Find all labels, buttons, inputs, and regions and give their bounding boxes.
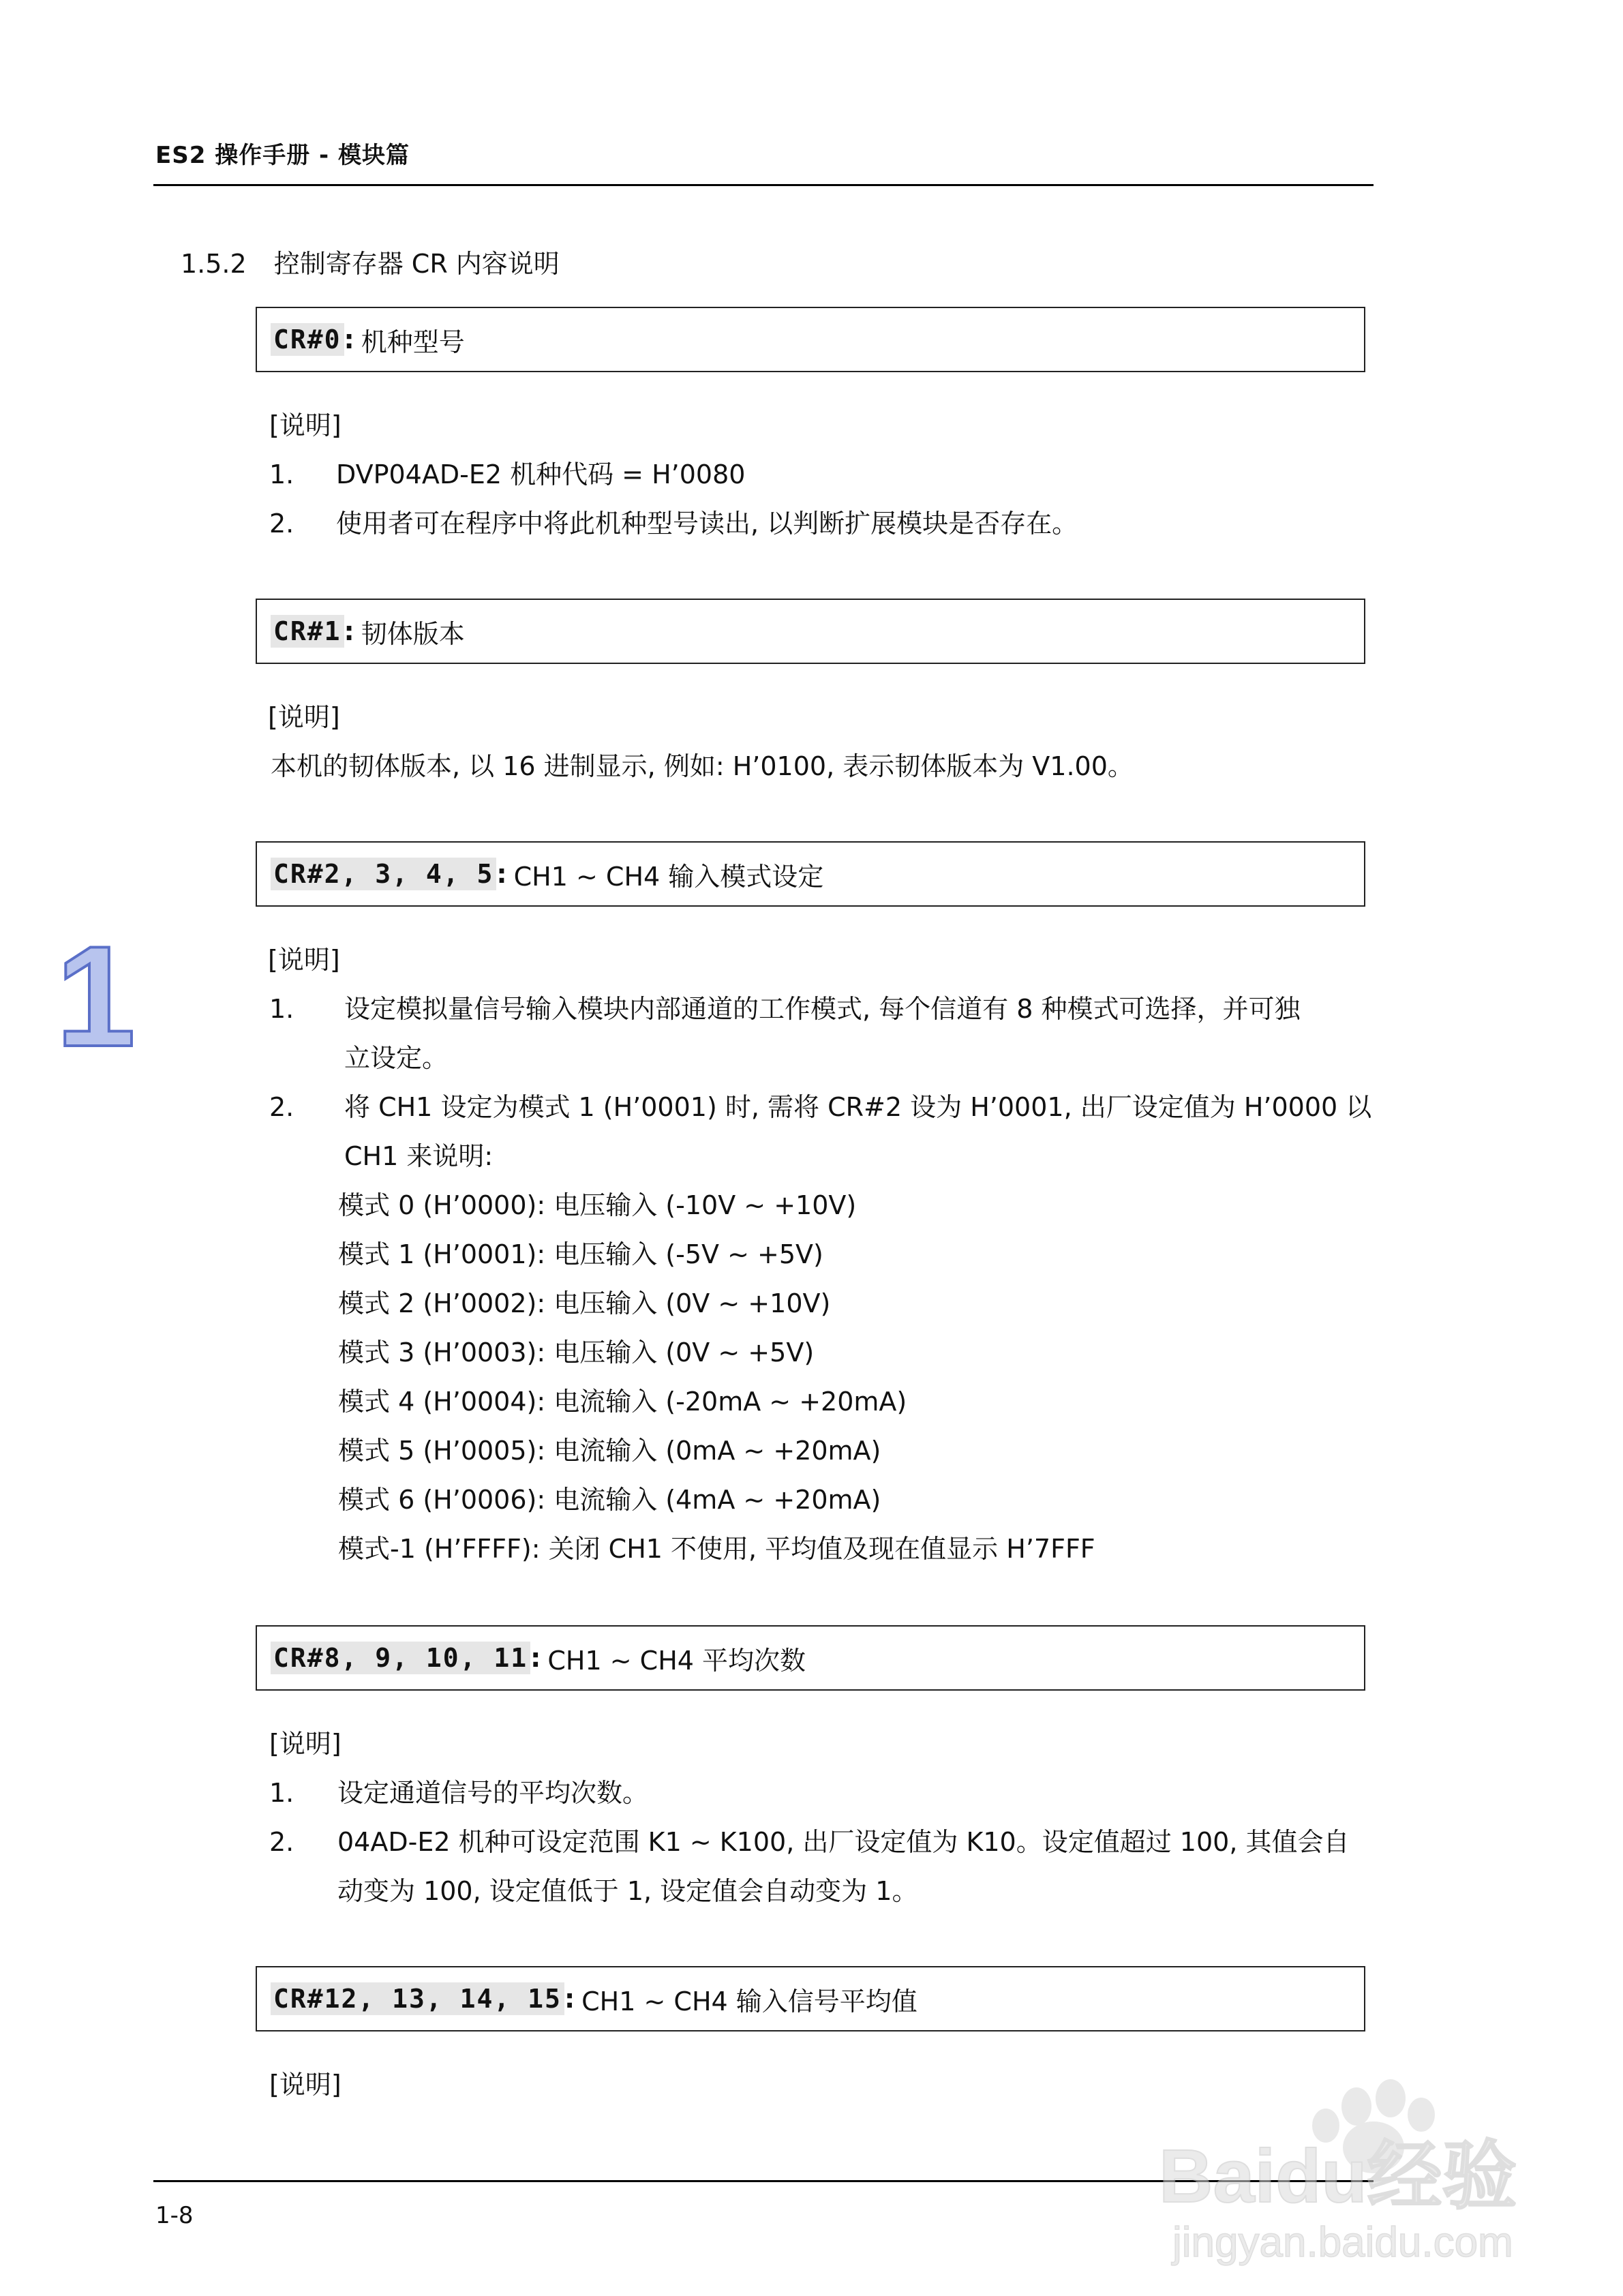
cr0-item1-text: DVP04AD-E2 机种代码 = H’0080 xyxy=(336,459,746,489)
cr2-item1-number: 1. xyxy=(269,994,294,1024)
cr2-colon: : xyxy=(496,859,507,889)
cr2-item1-line1: 设定模拟量信号输入模块内部通道的工作模式, 每个信道有 8 种模式可选择，并可独 xyxy=(344,994,1301,1024)
cr1-text: 本机的韧体版本, 以 16 进制显示, 例如: H’0100, 表示韧体版本为 V1.00。 xyxy=(271,751,1134,781)
cr0-item2-text: 使用者可在程序中将此机种型号读出, 以判断扩展模块是否存在。 xyxy=(336,509,1078,539)
cr2-item2-number: 2. xyxy=(269,1092,294,1122)
page-number: 1-8 xyxy=(155,2202,194,2229)
cr2-note: [说明] xyxy=(268,945,340,975)
cr2-mode-1: 模式 1 (H’0001): 电压输入 (-5V ~ +5V) xyxy=(338,1239,823,1269)
watermark-brand: Baidu经验 xyxy=(1159,2134,1517,2218)
section-title-text: 控制寄存器 CR 内容说明 xyxy=(273,249,560,279)
cr2-item2-line2: CH1 来说明: xyxy=(344,1141,494,1171)
cr0-title: 机种型号 xyxy=(361,327,465,357)
cr12-colon: : xyxy=(564,1984,575,2014)
cr2-mode-5: 模式 5 (H’0005): 电流输入 (0mA ~ +20mA) xyxy=(338,1436,881,1466)
cr8-title: CH1 ~ CH4 平均次数 xyxy=(547,1645,806,1676)
header-title: ES2 操作手册 - 模块篇 xyxy=(155,142,410,169)
header-divider xyxy=(153,184,1374,186)
cr2-item2-line1: 将 CH1 设定为模式 1 (H’0001) 时, 需将 CR#2 设为 H’0001, 出厂设定值为 H’0000 以 xyxy=(344,1092,1372,1122)
section-number: 1.5.2 xyxy=(181,249,247,279)
cr8-item1-text: 设定通道信号的平均次数。 xyxy=(337,1778,649,1808)
cr8-item1-number: 1. xyxy=(269,1778,294,1808)
cr8-item2-line2: 动变为 100, 设定值低于 1, 设定值会自动变为 1。 xyxy=(337,1876,918,1906)
cr1-header-box xyxy=(256,599,1365,664)
cr1-title: 韧体版本 xyxy=(361,618,465,649)
cr2-mode-4: 模式 4 (H’0004): 电流输入 (-20mA ~ +20mA) xyxy=(338,1387,907,1417)
cr0-header-box xyxy=(256,307,1365,372)
cr12-header-box xyxy=(256,1966,1365,2031)
cr0-item2-number: 2. xyxy=(269,509,294,539)
cr12-title: CH1 ~ CH4 输入信号平均值 xyxy=(581,1986,917,2016)
chapter-tab-number xyxy=(48,916,136,1076)
watermark-url: jingyan.baidu.com xyxy=(1172,2219,1513,2266)
cr0-note: [说明] xyxy=(269,410,342,440)
cr2-title: CH1 ~ CH4 输入模式设定 xyxy=(513,861,824,892)
section-title xyxy=(181,243,560,280)
cr1-note: [说明] xyxy=(268,702,340,732)
cr2-mode-minus1: 模式-1 (H’FFFF): 关闭 CH1 不使用, 平均值及现在值显示 H’7FFF xyxy=(338,1534,1095,1564)
cr12-note: [说明] xyxy=(269,2070,342,2100)
cr0-colon: : xyxy=(344,324,354,354)
cr2-mode-3: 模式 3 (H’0003): 电压输入 (0V ~ +5V) xyxy=(338,1338,815,1368)
cr1-colon: : xyxy=(344,616,354,646)
cr2-mode-2: 模式 2 (H’0002): 电压输入 (0V ~ +10V) xyxy=(338,1288,831,1318)
cr0-item1-number: 1. xyxy=(269,459,294,489)
cr8-label: CR#8, 9, 10, 11 xyxy=(271,1642,530,1674)
cr0-label: CR#0 xyxy=(271,323,344,356)
cr8-note: [说明] xyxy=(269,1729,342,1759)
cr8-colon: : xyxy=(530,1643,541,1673)
baidu-watermark-logo xyxy=(1152,2066,1561,2270)
cr2-item1-line2: 立设定。 xyxy=(344,1043,449,1073)
cr2-mode-6: 模式 6 (H’0006): 电流输入 (4mA ~ +20mA) xyxy=(338,1485,881,1515)
chapter-tab-text: 1 xyxy=(56,916,136,1076)
cr2-label: CR#2, 3, 4, 5 xyxy=(271,858,496,890)
cr2-mode-0: 模式 0 (H’0000): 电压输入 (-10V ~ +10V) xyxy=(338,1190,857,1220)
cr1-label: CR#1 xyxy=(271,615,344,648)
cr2-header-box xyxy=(256,841,1365,907)
cr8-item2-number: 2. xyxy=(269,1827,294,1857)
cr8-header-box xyxy=(256,1625,1365,1691)
cr12-label: CR#12, 13, 14, 15 xyxy=(271,1982,564,2015)
cr8-item2-line1: 04AD-E2 机种可设定范围 K1 ~ K100, 出厂设定值为 K10。设定值超过 100, 其值会自 xyxy=(337,1827,1350,1857)
